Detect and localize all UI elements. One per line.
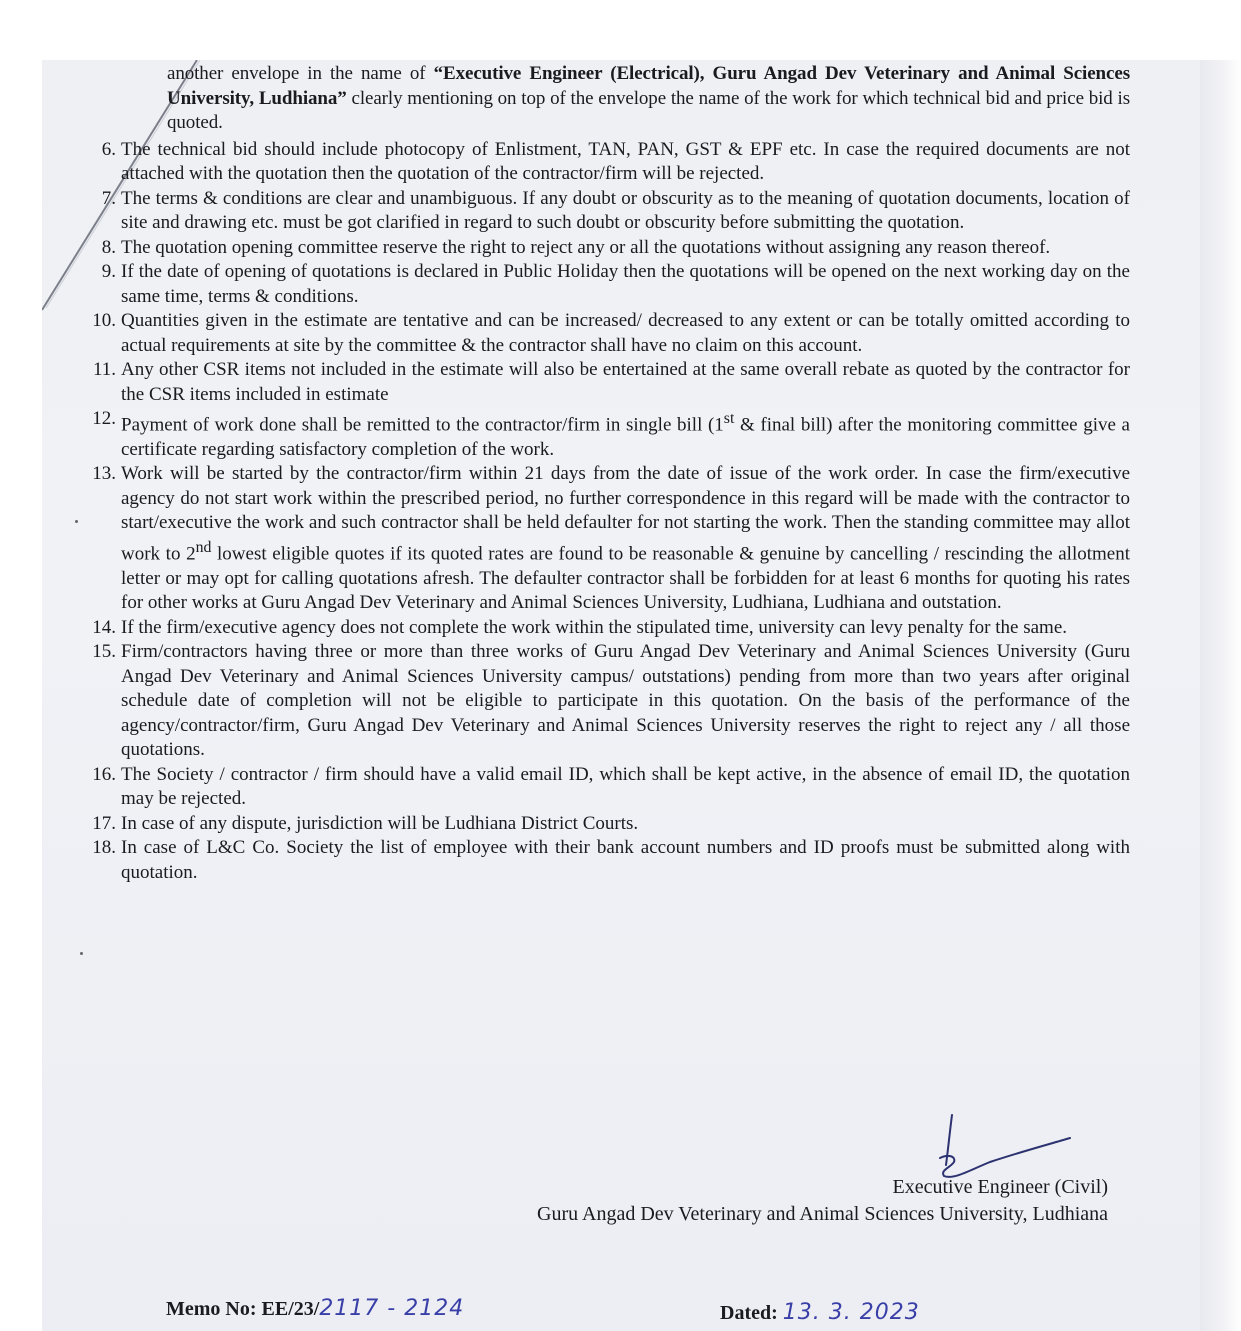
continued-text-end: clearly mentioning on top of the envelope the name of the work for which technical bid and price bid is quoted. — [167, 87, 1130, 133]
memo-label: Memo No: EE/23/ — [166, 1298, 320, 1320]
term-item — [80, 309, 1130, 358]
term-number: 14. — [92, 616, 116, 638]
term-text: In case of L&C Co. Society the list of employee with their bank account numbers and ID proofs must be submitted along with quotation. — [121, 837, 1130, 883]
term-text-part: Payment of work done shall be remitted to the contractor/firm in single bill (1 — [121, 414, 724, 436]
term-item — [80, 358, 1130, 407]
term-text — [121, 407, 1130, 462]
term-number: 17. — [92, 812, 116, 834]
dated-label: Dated: — [720, 1302, 778, 1324]
term-number: 10. — [92, 310, 116, 331]
terms-list — [80, 138, 1130, 886]
term-text: The Society / contractor / firm should have a valid email ID, which shall be kept active, in the absence of email ID, the quotation may be rejected. — [121, 763, 1130, 810]
term-number: 15. — [92, 641, 116, 663]
continued-text: another envelope in the name of — [167, 63, 434, 84]
term-text: Firm/contractors having three or more than three works of Guru Angad Dev Veterinary and Animal Sciences University (Guru Angad Dev Veterinary and Animal Sciences University campus/ outstations) pending from more than two years after original schedule date of completion will not be eligible to participate in this quotation. On the basis of the performance of the agency/contractor/firm, Guru Angad Dev Veterinary and Animal Sciences University reserves the right to reject any / all those quotations. — [121, 641, 1130, 761]
term-number: 9. — [101, 261, 116, 282]
addressee-bold: “Executive Engineer (Electrical), Guru Angad Dev Veterinary and Animal Sciences University, Ludhiana” — [167, 63, 1130, 109]
term-item — [80, 616, 1130, 641]
signatory-title: Executive Engineer (Civil) — [892, 1176, 1108, 1198]
signatory-block — [537, 1174, 1108, 1228]
signatory-organization: Guru Angad Dev Veterinary and Animal Sciences University, Ludhiana — [537, 1203, 1108, 1225]
term-item — [80, 187, 1130, 236]
term-text-part: lowest eligible quotes if its quoted rates are found to be reasonable & genuine by cancelling / rescinding the allotment letter or may opt for calling quotations afresh. The defaulter contractor shall be forbidden for at least 6 months for quoting his rates for other works at Guru Angad Dev Veterinary and Animal Sciences University, Ludhiana, Ludhiana and outstation. — [121, 543, 1131, 614]
term-number: 6. — [101, 138, 116, 160]
term-item — [80, 407, 1130, 462]
memo-handwritten-date: 13. 3. 2023 — [782, 1300, 920, 1325]
speck — [75, 520, 78, 523]
term-item — [80, 236, 1130, 261]
term-text — [121, 462, 1130, 615]
term-text: The terms & conditions are clear and unambiguous. If any doubt or obscurity as to the meaning of quotation documents, location of site and drawing etc. must be got clarified in regard to such doubt or obscurity before submitting the quotation. — [121, 187, 1130, 233]
term-number: 16. — [92, 763, 116, 785]
term-item — [80, 138, 1130, 187]
term-number: 12. — [92, 408, 116, 429]
speck — [80, 952, 83, 955]
term-number: 11. — [92, 359, 116, 380]
term-text: The technical bid should include photocopy of Enlistment, TAN, PAN, GST & EPF etc. In case the required documents are not attached with the quotation then the quotation of the contractor/firm will be rejected. — [121, 138, 1130, 184]
document-body — [80, 62, 1130, 885]
ordinal-sup: st — [723, 410, 735, 427]
term-item — [80, 836, 1130, 885]
page-edge-shadow — [1200, 60, 1241, 1331]
memo-number — [166, 1296, 464, 1321]
memo-date — [720, 1300, 920, 1325]
term-number: 7. — [101, 187, 116, 209]
term-item — [80, 462, 1130, 615]
term-text-part: & final bill) after the monitoring committee give a certificate regarding satisfactory completion of the work. — [121, 414, 1130, 460]
term-text: The quotation opening committee reserve the right to reject any or all the quotations without assigning any reason thereof. — [121, 236, 1051, 258]
term-text: If the firm/executive agency does not complete the work within the stipulated time, university can levy penalty for the same. — [121, 616, 1068, 638]
term-text: Quantities given in the estimate are tentative and can be increased/ decreased to any extent or can be totally omitted according to actual requirements at site by the committee & the contractor shall have no claim on this account. — [121, 310, 1130, 356]
term-text: If the date of opening of quotations is declared in Public Holiday then the quotations will be opened on the next working day on the same time, terms & conditions. — [121, 261, 1130, 307]
term-text: Any other CSR items not included in the estimate will also be entertained at the same overall rebate as quoted by the contractor for the CSR items included in estimate — [121, 359, 1130, 405]
term-item — [80, 640, 1130, 763]
term-item — [80, 812, 1130, 837]
term-text-part: Work will be started by the contractor/firm within 21 days from the date of issue of the work order. In case the firm/executive agency do not start work within the prescribed period, no further correspondence in this regard will be made with the contractor to start/executive the work and such contractor shall be held defaulter for not starting the work. Then the standing committee may allot work to 2 — [121, 463, 1130, 565]
memo-handwritten-number: 2117 - 2124 — [319, 1296, 465, 1321]
term-number: 18. — [92, 837, 116, 859]
term-text: In case of any dispute, jurisdiction will be Ludhiana District Courts. — [121, 812, 639, 834]
continued-paragraph — [167, 62, 1130, 136]
ordinal-sup: nd — [195, 538, 212, 556]
term-number: 13. — [92, 463, 116, 485]
term-item — [80, 763, 1130, 812]
term-item — [80, 260, 1130, 309]
term-number: 8. — [101, 236, 116, 258]
